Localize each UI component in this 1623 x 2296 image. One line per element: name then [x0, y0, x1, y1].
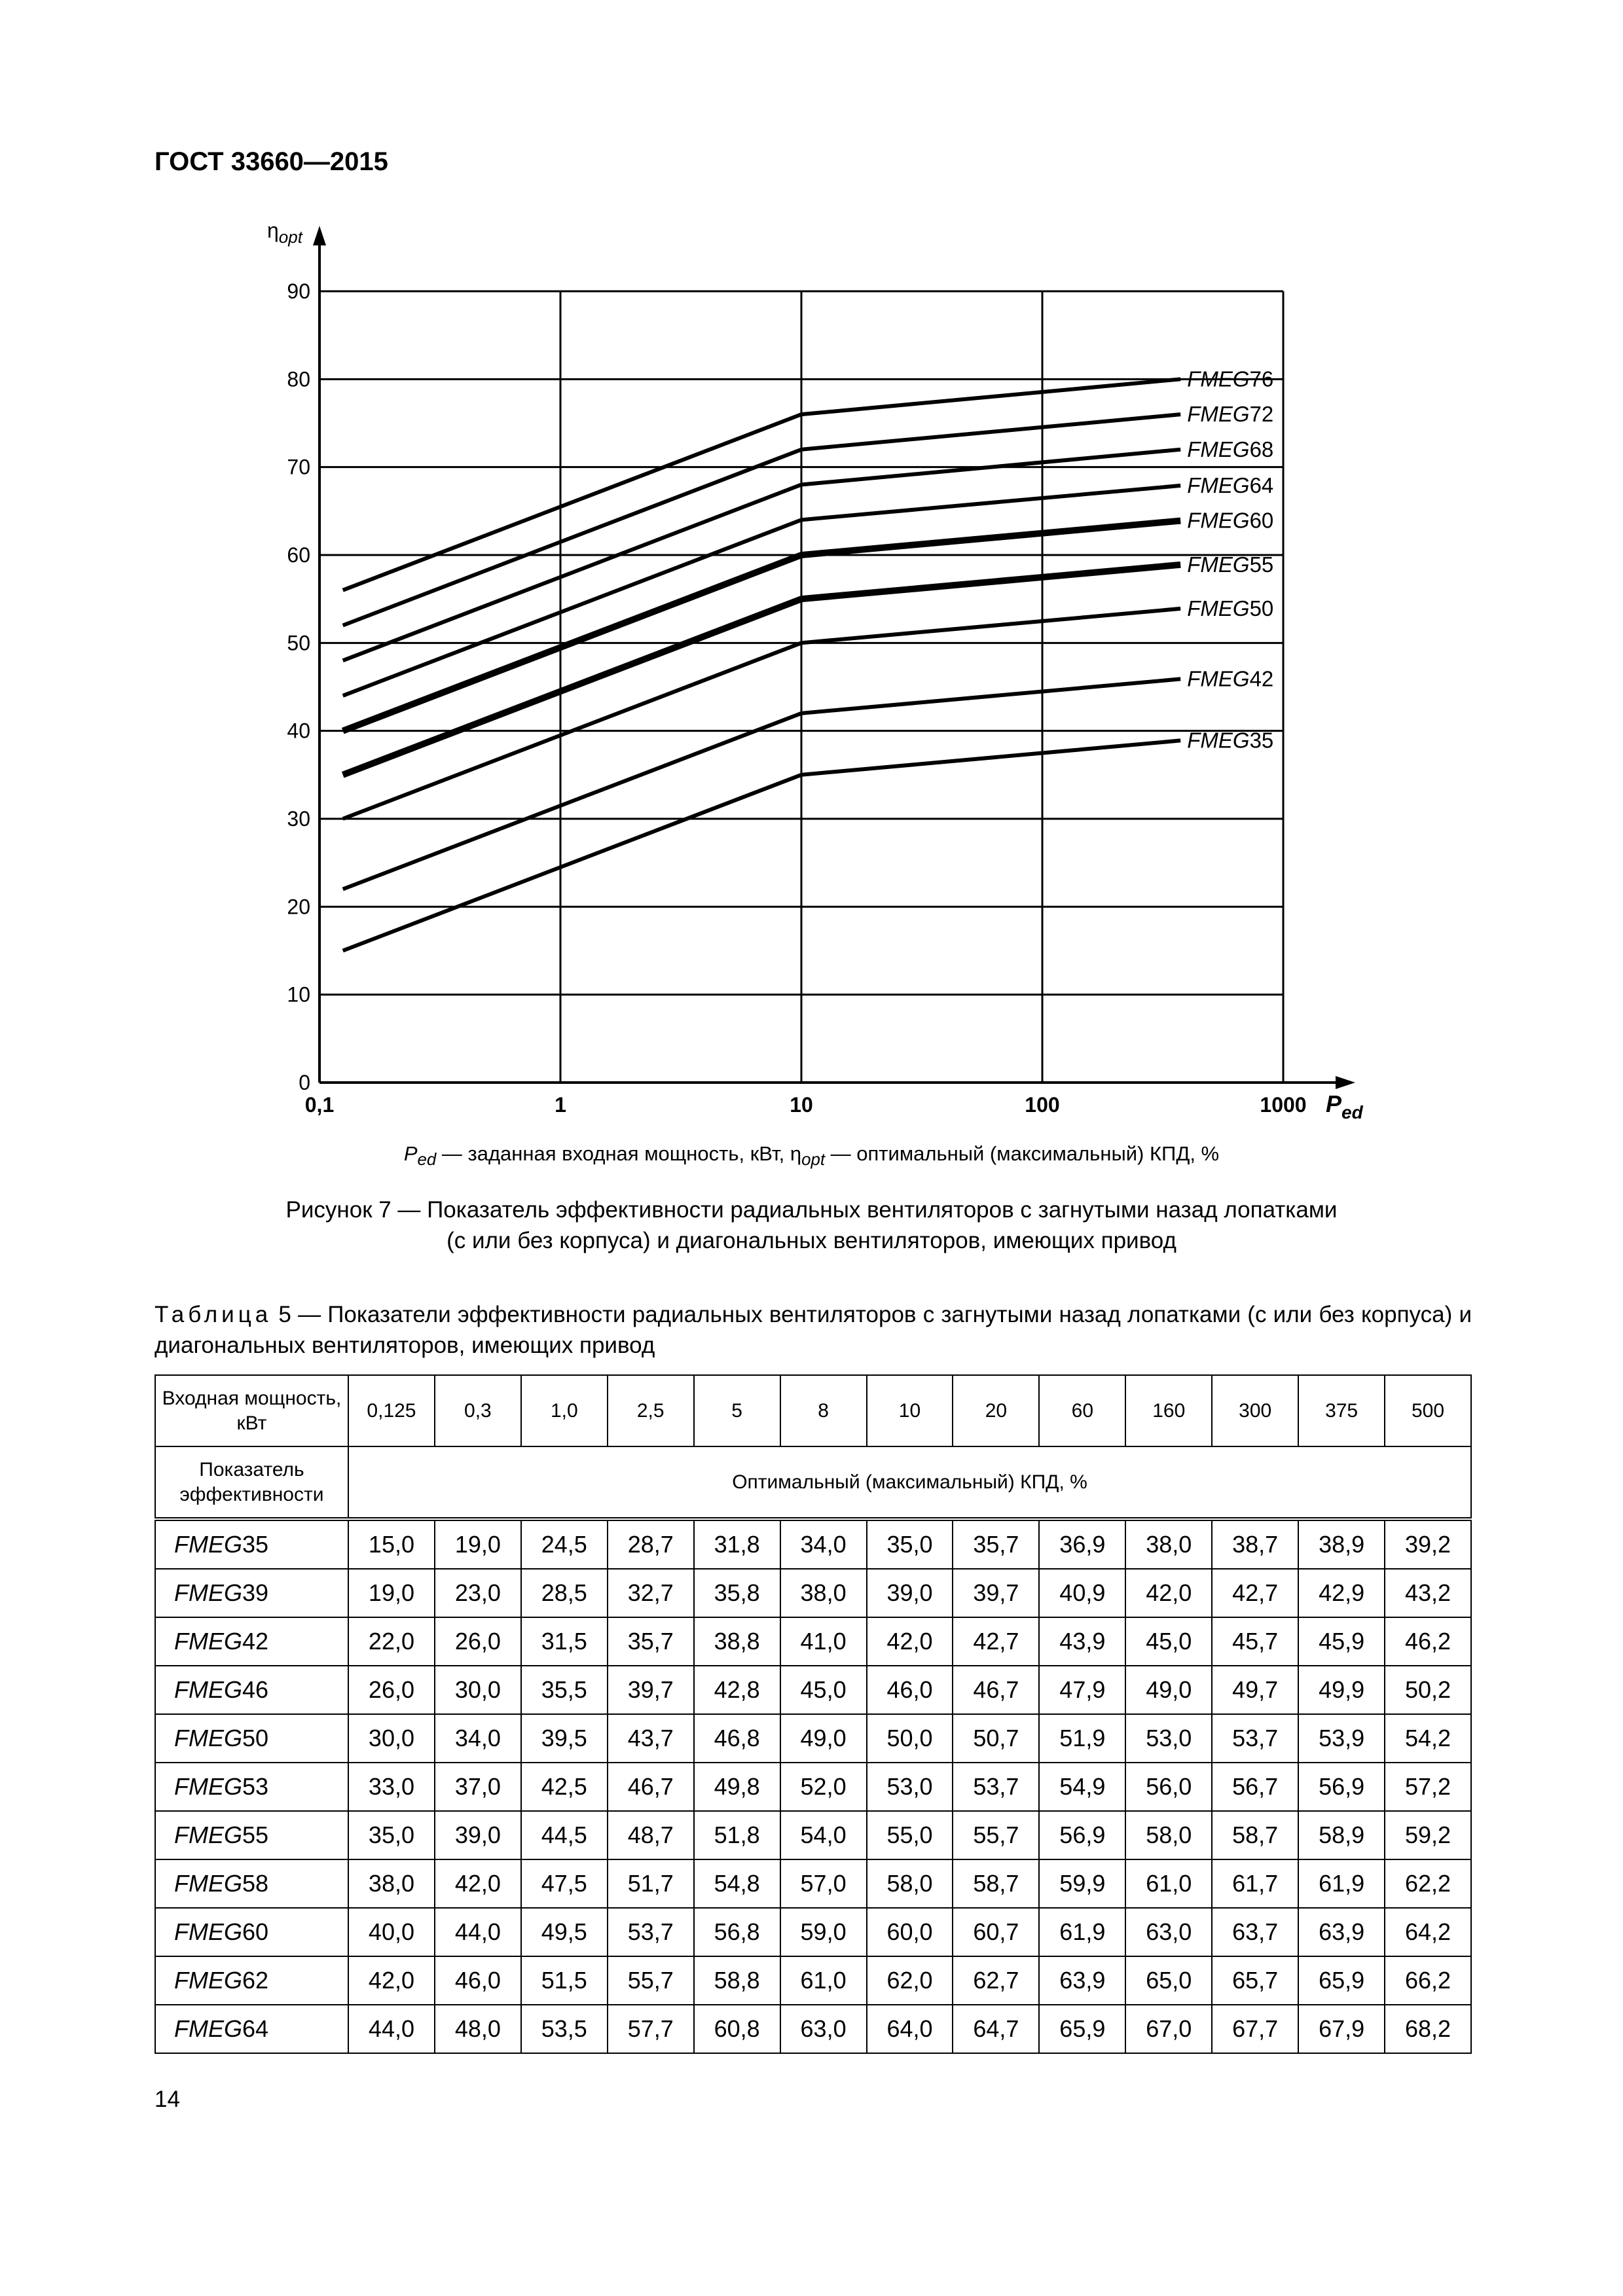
series-label-fmeg72	[1187, 402, 1273, 426]
row-label-prefix: FMEG	[174, 1773, 242, 1800]
series-label-number: 50	[1249, 596, 1274, 620]
header-efficiency-indicator: Показатель эффективности	[155, 1446, 348, 1519]
value-cell: 23,0	[435, 1569, 521, 1617]
header-power-cell: 300	[1212, 1375, 1298, 1446]
series-label-number: 68	[1249, 437, 1274, 461]
value-cell: 47,9	[1039, 1666, 1125, 1714]
table-header-row	[155, 1375, 1471, 1446]
value-cell: 63,9	[1298, 1908, 1385, 1956]
value-cell: 60,8	[694, 2005, 780, 2053]
series-line-fmeg64	[343, 486, 1181, 696]
value-cell: 54,2	[1385, 1714, 1471, 1763]
value-cell: 53,7	[608, 1908, 694, 1956]
row-label-number: 62	[242, 1967, 269, 1994]
header-power-cell: 500	[1385, 1375, 1471, 1446]
value-cell: 44,0	[435, 1908, 521, 1956]
series-line-fmeg50	[343, 609, 1181, 819]
value-cell: 28,5	[521, 1569, 608, 1617]
series-label-prefix: FMEG	[1187, 596, 1250, 620]
row-label	[155, 1714, 348, 1763]
series-label-fmeg68	[1187, 437, 1273, 461]
row-label-number: 58	[242, 1870, 269, 1897]
value-cell: 49,5	[521, 1908, 608, 1956]
header-power-cell: 8	[780, 1375, 867, 1446]
value-cell: 53,0	[1125, 1714, 1212, 1763]
value-cell: 50,7	[953, 1714, 1039, 1763]
value-cell: 65,9	[1039, 2005, 1125, 2053]
y-tick-label: 40	[287, 719, 310, 743]
value-cell: 31,5	[521, 1617, 608, 1666]
value-cell: 63,7	[1212, 1908, 1298, 1956]
x-axis-title-subscript: ed	[1341, 1102, 1363, 1122]
value-cell: 49,0	[780, 1714, 867, 1763]
value-cell: 38,8	[694, 1617, 780, 1666]
value-cell: 26,0	[348, 1666, 435, 1714]
value-cell: 55,0	[867, 1811, 953, 1859]
row-label	[155, 1569, 348, 1617]
value-cell: 38,9	[1298, 1519, 1385, 1569]
table-row	[155, 1811, 1471, 1859]
y-axis-title	[267, 219, 304, 247]
series-line-fmeg55	[343, 565, 1181, 775]
series-label-fmeg76	[1187, 367, 1273, 391]
legend-eta-subscript: opt	[801, 1151, 826, 1170]
row-label	[155, 1908, 348, 1956]
row-label	[155, 1666, 348, 1714]
value-cell: 38,0	[348, 1859, 435, 1908]
value-cell: 53,7	[953, 1763, 1039, 1811]
series-label-prefix: FMEG	[1187, 508, 1250, 533]
value-cell: 35,7	[608, 1617, 694, 1666]
value-cell: 65,0	[1125, 1956, 1212, 2005]
series-line-fmeg76	[343, 379, 1181, 590]
row-label-number: 64	[242, 2015, 269, 2042]
value-cell: 45,9	[1298, 1617, 1385, 1666]
value-cell: 19,0	[348, 1569, 435, 1617]
value-cell: 56,0	[1125, 1763, 1212, 1811]
series-label-number: 64	[1249, 473, 1274, 497]
value-cell: 39,2	[1385, 1519, 1471, 1569]
value-cell: 39,0	[435, 1811, 521, 1859]
value-cell: 54,8	[694, 1859, 780, 1908]
row-label-prefix: FMEG	[174, 1531, 242, 1558]
value-cell: 52,0	[780, 1763, 867, 1811]
value-cell: 58,0	[1125, 1811, 1212, 1859]
value-cell: 57,2	[1385, 1763, 1471, 1811]
table-row	[155, 2005, 1471, 2053]
row-label-prefix: FMEG	[174, 1628, 242, 1655]
value-cell: 54,0	[780, 1811, 867, 1859]
value-cell: 40,0	[348, 1908, 435, 1956]
value-cell: 35,0	[348, 1811, 435, 1859]
header-power-cell: 0,125	[348, 1375, 435, 1446]
row-label-prefix: FMEG	[174, 1821, 242, 1848]
row-label-prefix: FMEG	[174, 1579, 242, 1606]
value-cell: 45,0	[1125, 1617, 1212, 1666]
value-cell: 62,0	[867, 1956, 953, 2005]
row-label-number: 60	[242, 1918, 269, 1945]
value-cell: 26,0	[435, 1617, 521, 1666]
value-cell: 48,0	[435, 2005, 521, 2053]
header-power-cell: 2,5	[608, 1375, 694, 1446]
value-cell: 42,0	[1125, 1569, 1212, 1617]
x-axis-title-p: P	[1326, 1090, 1342, 1117]
series-label-fmeg60	[1187, 509, 1273, 533]
series-label-number: 42	[1249, 666, 1274, 691]
value-cell: 49,8	[694, 1763, 780, 1811]
header-power-cell: 375	[1298, 1375, 1385, 1446]
value-cell: 49,9	[1298, 1666, 1385, 1714]
value-cell: 56,9	[1039, 1811, 1125, 1859]
x-tick-label: 0,1	[304, 1093, 335, 1117]
row-label	[155, 2005, 348, 2053]
x-tick-label: 100	[1025, 1093, 1060, 1117]
table-row	[155, 1666, 1471, 1714]
legend-p-symbol: P	[403, 1142, 418, 1165]
y-tick-label: 20	[287, 895, 310, 919]
value-cell: 35,0	[867, 1519, 953, 1569]
value-cell: 37,0	[435, 1763, 521, 1811]
value-cell: 30,0	[435, 1666, 521, 1714]
series-label-prefix: FMEG	[1187, 402, 1250, 427]
value-cell: 51,9	[1039, 1714, 1125, 1763]
series-label-number: 35	[1249, 728, 1274, 753]
table-caption-label: Таблица	[155, 1302, 272, 1327]
value-cell: 59,0	[780, 1908, 867, 1956]
series-label-fmeg42	[1187, 666, 1273, 691]
value-cell: 62,7	[953, 1956, 1039, 2005]
value-cell: 58,0	[867, 1859, 953, 1908]
row-label-prefix: FMEG	[174, 1725, 242, 1751]
value-cell: 42,9	[1298, 1569, 1385, 1617]
value-cell: 34,0	[435, 1714, 521, 1763]
series-label-fmeg50	[1187, 596, 1273, 620]
value-cell: 53,7	[1212, 1714, 1298, 1763]
table-caption-text: 5 — Показатели эффективности радиальных вентиляторов с загнутыми назад лопатками (с или без корпуса) и диагональных вентиляторов, имеющих привод	[155, 1302, 1472, 1358]
row-label-prefix: FMEG	[174, 1918, 242, 1945]
x-tick-label: 1000	[1260, 1093, 1307, 1117]
header-power-cell: 60	[1039, 1375, 1125, 1446]
document-header: ГОСТ 33660—2015	[155, 147, 388, 176]
row-label	[155, 1763, 348, 1811]
value-cell: 42,7	[1212, 1569, 1298, 1617]
y-axis-title-subscript: opt	[278, 227, 302, 247]
series-label-fmeg64	[1187, 473, 1273, 497]
y-tick-label: 0	[299, 1071, 310, 1094]
value-cell: 45,7	[1212, 1617, 1298, 1666]
value-cell: 49,0	[1125, 1666, 1212, 1714]
value-cell: 46,7	[608, 1763, 694, 1811]
value-cell: 60,0	[867, 1908, 953, 1956]
value-cell: 35,7	[953, 1519, 1039, 1569]
value-cell: 59,9	[1039, 1859, 1125, 1908]
header-power-cell: 5	[694, 1375, 780, 1446]
value-cell: 57,7	[608, 2005, 694, 2053]
series-line-fmeg72	[343, 414, 1181, 625]
value-cell: 43,7	[608, 1714, 694, 1763]
row-label-prefix: FMEG	[174, 2015, 242, 2042]
value-cell: 51,8	[694, 1811, 780, 1859]
value-cell: 67,9	[1298, 2005, 1385, 2053]
value-cell: 53,0	[867, 1763, 953, 1811]
value-cell: 38,0	[1125, 1519, 1212, 1569]
table-row	[155, 1617, 1471, 1666]
legend-p-subscript: ed	[417, 1151, 437, 1170]
value-cell: 54,9	[1039, 1763, 1125, 1811]
value-cell: 36,9	[1039, 1519, 1125, 1569]
row-label	[155, 1811, 348, 1859]
value-cell: 61,0	[780, 1956, 867, 2005]
header-power-cell: 10	[867, 1375, 953, 1446]
header-optimal-efficiency: Оптимальный (максимальный) КПД, %	[348, 1446, 1471, 1519]
series-label-number: 60	[1249, 508, 1274, 533]
value-cell: 46,2	[1385, 1617, 1471, 1666]
figure-caption-line-1: Рисунок 7 — Показатель эффективности радиальных вентиляторов с загнутыми назад лопатками	[285, 1197, 1338, 1223]
value-cell: 61,9	[1039, 1908, 1125, 1956]
table-row	[155, 1519, 1471, 1569]
value-cell: 32,7	[608, 1569, 694, 1617]
value-cell: 22,0	[348, 1617, 435, 1666]
header-power-cell: 160	[1125, 1375, 1212, 1446]
value-cell: 64,2	[1385, 1908, 1471, 1956]
series-label-fmeg35	[1187, 728, 1273, 752]
y-tick-label: 60	[287, 543, 310, 567]
value-cell: 53,5	[521, 2005, 608, 2053]
value-cell: 44,5	[521, 1811, 608, 1859]
y-axis-title-eta: η	[267, 219, 279, 242]
value-cell: 56,7	[1212, 1763, 1298, 1811]
value-cell: 62,2	[1385, 1859, 1471, 1908]
legend-eta-symbol: η	[790, 1142, 802, 1165]
value-cell: 58,9	[1298, 1811, 1385, 1859]
value-cell: 42,5	[521, 1763, 608, 1811]
value-cell: 59,2	[1385, 1811, 1471, 1859]
value-cell: 39,0	[867, 1569, 953, 1617]
value-cell: 50,2	[1385, 1666, 1471, 1714]
series-line-fmeg42	[343, 679, 1181, 889]
value-cell: 51,5	[521, 1956, 608, 2005]
page-number: 14	[155, 2087, 180, 2112]
row-label-prefix: FMEG	[174, 1967, 242, 1994]
x-tick-label: 10	[790, 1093, 813, 1117]
header-power-cell: 1,0	[521, 1375, 608, 1446]
value-cell: 56,8	[694, 1908, 780, 1956]
efficiency-table	[155, 1374, 1472, 2054]
table-row	[155, 1714, 1471, 1763]
y-tick-label: 50	[287, 631, 310, 655]
table-row	[155, 1763, 1471, 1811]
value-cell: 45,0	[780, 1666, 867, 1714]
value-cell: 51,7	[608, 1859, 694, 1908]
value-cell: 46,8	[694, 1714, 780, 1763]
series-label-fmeg55	[1187, 552, 1273, 577]
x-axis-arrow	[1336, 1076, 1355, 1089]
series-label-number: 55	[1249, 552, 1274, 577]
row-label	[155, 1859, 348, 1908]
y-tick-label: 30	[287, 807, 310, 831]
value-cell: 50,0	[867, 1714, 953, 1763]
row-label-number: 35	[242, 1531, 269, 1558]
value-cell: 41,0	[780, 1617, 867, 1666]
table-row	[155, 1956, 1471, 2005]
value-cell: 48,7	[608, 1811, 694, 1859]
value-cell: 49,7	[1212, 1666, 1298, 1714]
row-label	[155, 1617, 348, 1666]
row-label	[155, 1519, 348, 1569]
row-label-prefix: FMEG	[174, 1676, 242, 1703]
row-label-number: 46	[242, 1676, 269, 1703]
value-cell: 63,0	[780, 2005, 867, 2053]
series-label-number: 72	[1249, 402, 1274, 427]
value-cell: 39,7	[953, 1569, 1039, 1617]
series-label-prefix: FMEG	[1187, 437, 1250, 461]
value-cell: 43,9	[1039, 1617, 1125, 1666]
value-cell: 33,0	[348, 1763, 435, 1811]
value-cell: 46,0	[435, 1956, 521, 2005]
value-cell: 15,0	[348, 1519, 435, 1569]
value-cell: 67,7	[1212, 2005, 1298, 2053]
header-input-power: Входная мощность, кВт	[155, 1375, 348, 1446]
value-cell: 46,7	[953, 1666, 1039, 1714]
value-cell: 66,2	[1385, 1956, 1471, 2005]
table-row	[155, 1569, 1471, 1617]
series-label-prefix: FMEG	[1187, 552, 1250, 577]
value-cell: 68,2	[1385, 2005, 1471, 2053]
y-axis-arrow	[313, 226, 326, 245]
x-axis-title	[1326, 1090, 1364, 1122]
value-cell: 61,7	[1212, 1859, 1298, 1908]
y-tick-label: 90	[287, 279, 310, 303]
value-cell: 55,7	[608, 1956, 694, 2005]
value-cell: 30,0	[348, 1714, 435, 1763]
value-cell: 46,0	[867, 1666, 953, 1714]
value-cell: 64,7	[953, 2005, 1039, 2053]
value-cell: 31,8	[694, 1519, 780, 1569]
value-cell: 63,9	[1039, 1956, 1125, 2005]
value-cell: 58,8	[694, 1956, 780, 2005]
value-cell: 65,7	[1212, 1956, 1298, 2005]
legend-p-description: — заданная входная мощность, кВт,	[436, 1142, 790, 1165]
value-cell: 67,0	[1125, 2005, 1212, 2053]
value-cell: 35,8	[694, 1569, 780, 1617]
value-cell: 35,5	[521, 1666, 608, 1714]
row-label-number: 39	[242, 1579, 269, 1606]
header-power-cell: 20	[953, 1375, 1039, 1446]
series-label-number: 76	[1249, 367, 1274, 391]
value-cell: 42,0	[435, 1859, 521, 1908]
value-cell: 34,0	[780, 1519, 867, 1569]
value-cell: 19,0	[435, 1519, 521, 1569]
value-cell: 47,5	[521, 1859, 608, 1908]
value-cell: 43,2	[1385, 1569, 1471, 1617]
table-caption	[155, 1299, 1472, 1361]
value-cell: 61,9	[1298, 1859, 1385, 1908]
value-cell: 39,7	[608, 1666, 694, 1714]
value-cell: 38,7	[1212, 1519, 1298, 1569]
value-cell: 61,0	[1125, 1859, 1212, 1908]
row-label-number: 53	[242, 1773, 269, 1800]
value-cell: 42,7	[953, 1617, 1039, 1666]
value-cell: 63,0	[1125, 1908, 1212, 1956]
row-label-number: 42	[242, 1628, 269, 1655]
value-cell: 56,9	[1298, 1763, 1385, 1811]
value-cell: 44,0	[348, 2005, 435, 2053]
legend-eta-description: — оптимальный (максимальный) КПД, %	[825, 1142, 1220, 1165]
value-cell: 42,0	[348, 1956, 435, 2005]
table-row	[155, 1908, 1471, 1956]
value-cell: 64,0	[867, 2005, 953, 2053]
series-line-fmeg60	[343, 521, 1181, 731]
series-label-prefix: FMEG	[1187, 367, 1250, 391]
value-cell: 58,7	[953, 1859, 1039, 1908]
figure-legend	[0, 1142, 1623, 1170]
header-power-cell: 0,3	[435, 1375, 521, 1446]
value-cell: 39,5	[521, 1714, 608, 1763]
y-tick-label: 70	[287, 455, 310, 479]
value-cell: 38,0	[780, 1569, 867, 1617]
series-label-prefix: FMEG	[1187, 666, 1250, 691]
value-cell: 53,9	[1298, 1714, 1385, 1763]
row-label-prefix: FMEG	[174, 1870, 242, 1897]
y-tick-label: 10	[287, 982, 310, 1007]
row-label-number: 50	[242, 1725, 269, 1751]
row-label	[155, 1956, 348, 2005]
value-cell: 42,0	[867, 1617, 953, 1666]
value-cell: 55,7	[953, 1811, 1039, 1859]
value-cell: 24,5	[521, 1519, 608, 1569]
value-cell: 60,7	[953, 1908, 1039, 1956]
value-cell: 58,7	[1212, 1811, 1298, 1859]
figure-caption	[0, 1194, 1623, 1256]
value-cell: 65,9	[1298, 1956, 1385, 2005]
table-subheader-row	[155, 1446, 1471, 1519]
y-tick-label: 80	[287, 367, 310, 391]
value-cell: 28,7	[608, 1519, 694, 1569]
x-tick-label: 1	[555, 1093, 566, 1117]
value-cell: 57,0	[780, 1859, 867, 1908]
row-label-number: 55	[242, 1821, 269, 1848]
series-label-prefix: FMEG	[1187, 473, 1250, 497]
table-row	[155, 1859, 1471, 1908]
value-cell: 42,8	[694, 1666, 780, 1714]
figure-caption-line-2: (с или без корпуса) и диагональных вентиляторов, имеющих привод	[447, 1228, 1176, 1253]
series-label-prefix: FMEG	[1187, 728, 1250, 753]
value-cell: 40,9	[1039, 1569, 1125, 1617]
